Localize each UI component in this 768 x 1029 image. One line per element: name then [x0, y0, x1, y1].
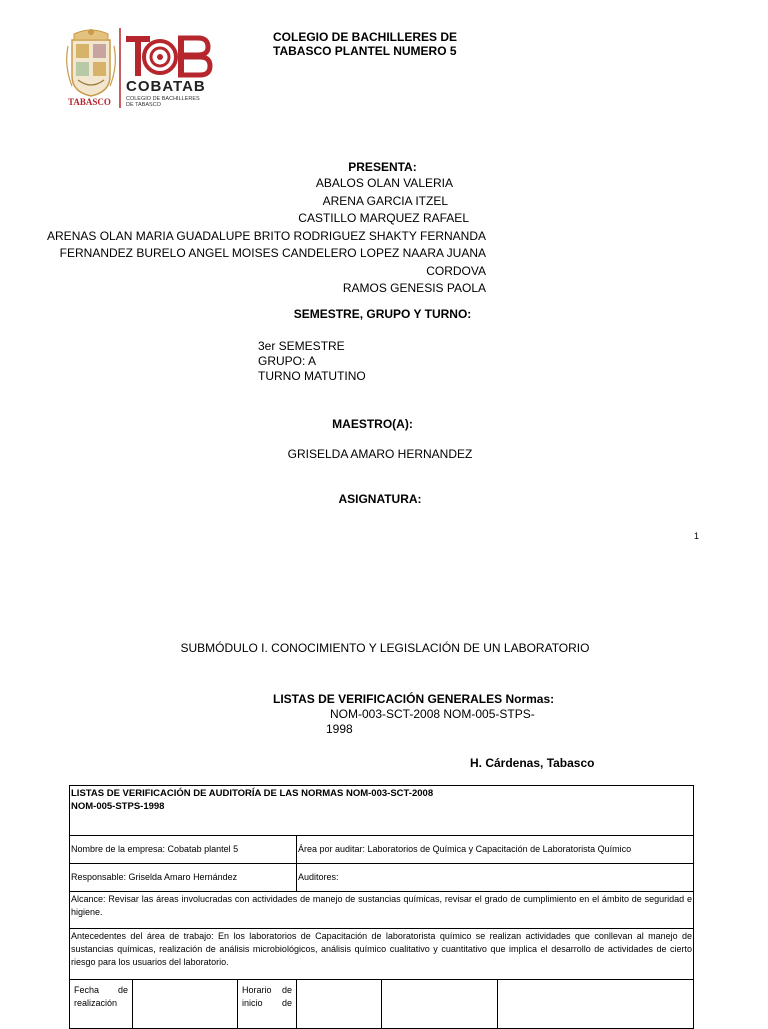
student-name-4: ARENAS OLAN MARIA GUADALUPE BRITO RODRIGUEZ SHAKTY FERNANDA	[47, 228, 486, 243]
table-row	[70, 929, 694, 980]
fecha-value-cell	[133, 980, 238, 1029]
horario-label-cell: Horario de inicio de	[238, 980, 297, 1029]
student-name-6: RAMOS GENESIS PAOLA	[342, 281, 486, 295]
school-name-line1: COLEGIO DE BACHILLERES DE	[273, 30, 458, 44]
alcance-cell: Alcance: Revisar las áreas involucradas con actividades de manejo de sustancias químicas, revisar el grado de cumplimiento en el ámbito de seguridad e higiene.	[70, 892, 694, 929]
grupo-line: GRUPO: A	[258, 354, 317, 368]
horario-value-cell	[297, 980, 382, 1029]
student-names	[0, 175, 500, 298]
table-row	[70, 836, 694, 864]
cobatab-logo	[64, 26, 214, 110]
table-row	[70, 980, 694, 1029]
table-title-line2: NOM-005-STPS-1998	[71, 801, 165, 812]
logo-state-label: TABASCO	[68, 97, 111, 107]
page-number: 1	[694, 531, 700, 541]
logo-subtitle-line2: DE TABASCO	[126, 102, 161, 108]
listas-norms-line1: NOM-003-SCT-2008 NOM-005-STPS-	[330, 707, 535, 721]
listas-title: LISTAS DE VERIFICACIÓN GENERALES Normas:	[273, 692, 555, 706]
audit-table	[69, 785, 694, 1029]
listas-heading	[273, 692, 554, 737]
empty-cell	[382, 980, 498, 1029]
asignatura-label: ASIGNATURA:	[338, 492, 422, 506]
city-label: H. Cárdenas, Tabasco	[470, 756, 595, 770]
semestre-line: 3er SEMESTRE	[258, 339, 345, 353]
fecha-label-cell: Fecha de realización	[70, 980, 133, 1029]
student-name-2: ARENA GARCIA ITZEL	[322, 193, 448, 208]
logo-subtitle-line1: COLEGIO DE BACHILLERES	[126, 96, 200, 102]
logo-brand-text: COBATAB	[126, 78, 206, 95]
student-name-3: CASTILLO MARQUEZ RAFAEL	[298, 211, 469, 225]
turno-line: TURNO MATUTINO	[258, 369, 366, 383]
semestre-label: SEMESTRE, GRUPO Y TURNO:	[293, 307, 472, 321]
school-name-line2: TABASCO PLANTEL NUMERO 5	[273, 44, 457, 58]
area-cell: Área por auditar: Laboratorios de Química y Capacitación de Laboratorista Químico	[297, 836, 694, 864]
maestro-name: GRISELDA AMARO HERNANDEZ	[287, 447, 473, 461]
table-row	[70, 786, 694, 836]
listas-norms-line2: 1998	[326, 722, 353, 736]
semestre-details	[258, 339, 366, 384]
submodulo-title: SUBMÓDULO I. CONOCIMIENTO Y LEGISLACIÓN DE UN LABORATORIO	[180, 641, 590, 655]
table-title-line1: LISTAS DE VERIFICACIÓN DE AUDITORÍA DE LAS NORMAS NOM-003-SCT-2008	[71, 788, 434, 799]
presenta-label: PRESENTA:	[348, 160, 417, 174]
logo-subtitle	[126, 96, 200, 108]
table-title-cell	[70, 786, 694, 836]
responsable-cell: Responsable: Griselda Amaro Hernández	[70, 864, 297, 892]
auditores-cell: Auditores:	[297, 864, 694, 892]
table-row	[70, 892, 694, 929]
student-name-1: ABALOS OLAN VALERIA	[315, 176, 453, 190]
table-row	[70, 864, 694, 892]
empresa-cell: Nombre de la empresa: Cobatab plantel 5	[70, 836, 297, 864]
empty-cell	[498, 980, 694, 1029]
school-name	[273, 30, 457, 58]
student-name-5: FERNANDEZ BURELO ANGEL MOISES CANDELERO LOPEZ NAARA JUANA CORDOVA	[59, 246, 486, 278]
antecedentes-cell: Antecedentes del área de trabajo: En los laboratorios de Capacitación de laboratorista químico se realizan actividades que conllevan al manejo de sustancias químicas, realización de análisis microbiológicos, análisis químico cualitativo y cuantitativo que implica el desarrollo de actividades de cierto riesgo para los usuarios del laboratorio.	[70, 929, 694, 980]
maestro-label: MAESTRO(A):	[332, 417, 413, 431]
